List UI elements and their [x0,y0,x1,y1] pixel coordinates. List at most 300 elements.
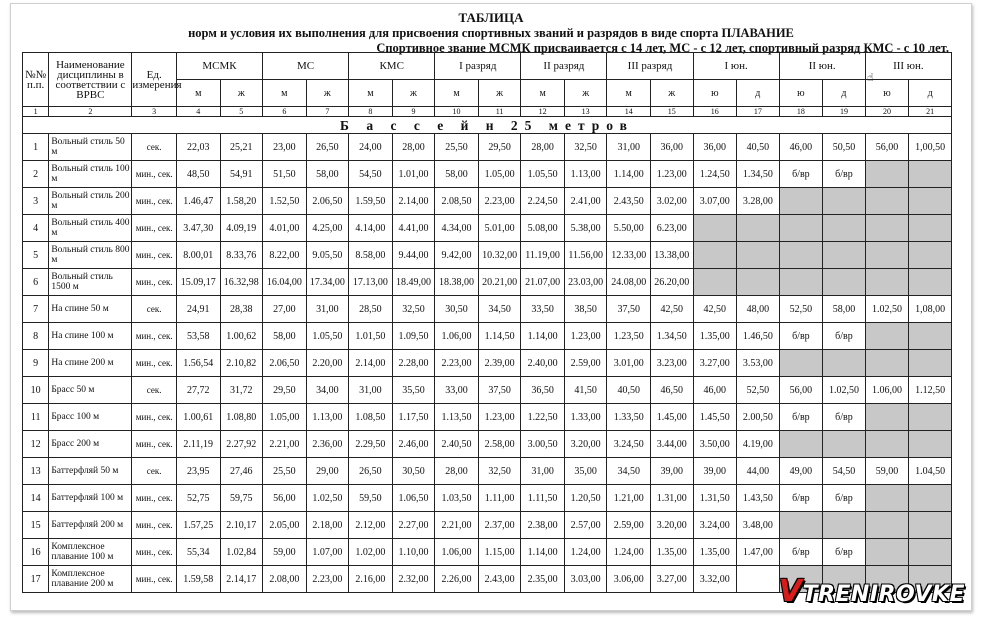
row-number: 13 [23,458,49,485]
norm-value: 1.20,50 [564,485,607,512]
norm-value: 1.34,50 [650,323,693,350]
empty-cell [779,242,823,269]
header-row-groups [23,53,952,80]
empty-cell [779,188,823,215]
norm-value: 1.45,50 [693,404,737,431]
norm-value: б/вр [779,323,823,350]
norm-value: 13.38,00 [650,242,693,269]
norm-value: 2.32,00 [392,566,435,593]
empty-cell [823,431,866,458]
empty-cell [865,485,909,512]
empty-cell [693,215,737,242]
header-row-column-numbers [23,107,952,117]
norm-value: 1.59,50 [349,188,393,215]
row-number: 10 [23,377,49,404]
norm-value: 11.19,00 [521,242,565,269]
header-gender-cell: м [263,80,307,107]
watermark-logo: VTRENIROVKE [778,574,965,609]
unit-cell: мин., сек. [132,539,177,566]
norm-value: 4.14,00 [349,215,393,242]
norm-value: 1.47,00 [737,539,780,566]
header-gender-cell: ю [779,80,823,107]
column-number-cell: 17 [737,107,780,117]
norm-value: 48,00 [737,296,780,323]
norm-value: 24.08,00 [607,269,651,296]
empty-cell [779,215,823,242]
norm-value: 1.23,00 [478,404,521,431]
norm-value: 28,00 [521,134,565,161]
norm-value: 1.17,50 [392,404,435,431]
norm-value: 2.14,00 [349,350,393,377]
norm-value: 1.10,00 [392,539,435,566]
norm-value: 59,00 [865,458,909,485]
table-row [23,323,952,350]
norm-value: 2.27,00 [392,512,435,539]
norm-value: 2.28,00 [392,350,435,377]
norm-value: 37,50 [607,296,651,323]
norm-value: 8.00,01 [176,242,220,269]
header-gender-cell: ю [865,80,909,107]
norm-value: 2.10,17 [220,512,263,539]
column-number-cell: 4 [176,107,220,117]
norm-value: 4.01,00 [263,215,307,242]
header-group-7: II юн. [779,53,865,80]
header-group-3: I разряд [435,53,521,80]
norm-value: 29,50 [263,377,307,404]
norm-value: 1.09,50 [392,323,435,350]
norm-value: 34,50 [478,296,521,323]
table-row [23,134,952,161]
norm-value: 29,00 [306,458,349,485]
page-subtitle: норм и условия их выполнения для присвоения спортивных званий и разрядов в виде спорта ПЛАВАНИЕ [188,26,794,40]
norm-value [737,566,780,593]
column-number-cell: 9 [392,107,435,117]
table-row [23,188,952,215]
empty-cell [823,269,866,296]
norm-value: 1.04,50 [909,458,952,485]
norm-value: 3.50,00 [693,431,737,458]
norm-value: 23.03,00 [564,269,607,296]
header-gender-cell: м [521,80,565,107]
empty-cell [909,161,952,188]
header-gender-cell: м [607,80,651,107]
empty-cell [737,215,780,242]
header-gender-cell: д [737,80,780,107]
empty-cell [909,539,952,566]
norm-value: 59,50 [349,485,393,512]
norm-value: 22,03 [176,134,220,161]
unit-cell: сек. [132,134,177,161]
column-number-cell: 12 [521,107,565,117]
norm-value: 29,50 [478,134,521,161]
empty-cell [909,485,952,512]
norm-value: 23,00 [263,134,307,161]
norm-value: 3.32,00 [693,566,737,593]
norm-value: 1.01,50 [349,323,393,350]
norm-value: 2.59,00 [607,512,651,539]
norm-value: 2.06,50 [306,188,349,215]
norm-value: 5.01,00 [478,215,521,242]
empty-cell [693,242,737,269]
norm-value: 25,21 [220,134,263,161]
norm-value: 1.11,00 [478,485,521,512]
header-discipline: Наименование дисциплины в соответствии с ВРВС [49,53,132,107]
norm-value: 52,50 [779,296,823,323]
norm-value: 3.27,00 [693,350,737,377]
row-number: 2 [23,161,49,188]
row-number: 12 [23,431,49,458]
norm-value: 2.08,00 [263,566,307,593]
norm-value: 1.31,00 [650,485,693,512]
unit-cell: мин., сек. [132,404,177,431]
norm-value: 3.28,00 [737,188,780,215]
norm-value: 46,50 [650,377,693,404]
norm-value: 39,00 [650,458,693,485]
norm-value: 3.27,00 [650,566,693,593]
norm-value: 1.06,00 [435,539,479,566]
norm-value: 32,50 [478,458,521,485]
norm-value: 1.13,00 [564,161,607,188]
norm-value: 2.38,00 [521,512,565,539]
column-number-cell: 19 [823,107,866,117]
header-group-6: I юн. [693,53,779,80]
norm-value: 1.02,50 [865,296,909,323]
empty-cell [693,269,737,296]
norm-value: 1.14,50 [478,323,521,350]
norm-value: 33,00 [435,377,479,404]
empty-cell [779,512,823,539]
row-number: 5 [23,242,49,269]
norm-value: 32,50 [392,296,435,323]
section-row [23,117,952,134]
norm-value: 44,00 [737,458,780,485]
empty-cell [865,215,909,242]
header-gender-cell: ж [220,80,263,107]
table-row [23,512,952,539]
column-number-cell: 11 [478,107,521,117]
norm-value: 18.38,00 [435,269,479,296]
norm-value: 17.13,00 [349,269,393,296]
norm-value: 34,50 [607,458,651,485]
norm-value: 3.01,00 [607,350,651,377]
norm-value: 1.15,00 [478,539,521,566]
header-group-1: МС [263,53,349,80]
norm-value: 10.32,00 [478,242,521,269]
norm-value: 9.42,00 [435,242,479,269]
section-title: Б а с с е й н 25 метров [23,117,952,134]
norm-value: 3.20,00 [564,431,607,458]
header-group-0: МСМК [176,53,262,80]
norm-value: б/вр [779,485,823,512]
norm-value: 42,50 [650,296,693,323]
norm-value: 42,50 [693,296,737,323]
norm-value: 58,00 [435,161,479,188]
norm-value: б/вр [823,404,866,431]
norm-value: 1.06,00 [865,377,909,404]
norm-value: 1.05,00 [478,161,521,188]
header-gender-cell: д [909,80,952,107]
discipline-name: На спине 50 м [49,296,132,323]
norm-value: 2.40,50 [435,431,479,458]
norm-value: 33,50 [521,296,565,323]
norm-value: 49,00 [779,458,823,485]
norm-value: б/вр [779,404,823,431]
norm-value: 35,00 [564,458,607,485]
discipline-name: Вольный стиль 400 м [49,215,132,242]
norm-value: 1.46,47 [176,188,220,215]
norm-value: 1.43,50 [737,485,780,512]
column-number-cell: 10 [435,107,479,117]
empty-cell [865,539,909,566]
discipline-name: Брасс 200 м [49,431,132,458]
empty-cell [865,404,909,431]
unit-cell: мин., сек. [132,512,177,539]
empty-cell [865,242,909,269]
norm-value: 38,50 [564,296,607,323]
norm-value: 58,00 [823,296,866,323]
norm-value: 1.58,20 [220,188,263,215]
norm-value: 3.53,00 [737,350,780,377]
empty-cell [865,269,909,296]
header-gender-cell: ж [392,80,435,107]
norm-value: 12.33,00 [607,242,651,269]
norm-value: 2.46,00 [392,431,435,458]
norm-value: 3.07,00 [693,188,737,215]
table-row [23,539,952,566]
table-row [23,485,952,512]
norm-value: б/вр [779,161,823,188]
norm-value: 1.05,50 [521,161,565,188]
norm-value: 27,46 [220,458,263,485]
discipline-name: Баттерфляй 50 м [49,458,132,485]
norm-value: 25,50 [435,134,479,161]
empty-cell [865,161,909,188]
empty-cell [909,350,952,377]
watermark-text: TRENIROVKE [802,582,965,607]
norm-value: 54,50 [823,458,866,485]
norm-value: 35,50 [392,377,435,404]
norm-value: 30,50 [435,296,479,323]
norm-value: 27,00 [263,296,307,323]
norm-value: 1.02,50 [823,377,866,404]
norm-value: 1.05,50 [306,323,349,350]
column-number-cell: 15 [650,107,693,117]
norm-value: 28,38 [220,296,263,323]
age-note: Спортивное звание МСМК присваивается с 14 лет, МС - с 12 лет, спортивный разряд КМС - с 10 лет. [376,41,949,55]
empty-cell [909,431,952,458]
empty-cell [823,188,866,215]
norm-value: 3.06,00 [607,566,651,593]
header-group-5: III разряд [607,53,693,80]
empty-cell [865,512,909,539]
norm-value: 1.56,54 [176,350,220,377]
table-row [23,161,952,188]
discipline-name: Вольный стиль 50 м [49,134,132,161]
norm-value: 28,00 [392,134,435,161]
norm-value: 2.23,00 [435,350,479,377]
header-gender-cell: ж [306,80,349,107]
empty-cell [865,188,909,215]
norm-value: 3.48,00 [737,512,780,539]
table-row [23,377,952,404]
norm-value: 2.14,00 [392,188,435,215]
header-unit: Ед. измерения [132,53,177,107]
norm-value: 8.22,00 [263,242,307,269]
norm-value: 28,00 [435,458,479,485]
norm-value: б/вр [823,485,866,512]
norm-value: 2.41,00 [564,188,607,215]
unit-cell: мин., сек. [132,323,177,350]
norm-value: 32,50 [564,134,607,161]
norm-value: 25,50 [263,458,307,485]
norm-value: 28,50 [349,296,393,323]
norm-value: 2.23,00 [306,566,349,593]
column-number-cell: 20 [865,107,909,117]
column-number-cell: 6 [263,107,307,117]
row-number: 14 [23,485,49,512]
norm-value: 2.37,00 [478,512,521,539]
norm-value: 58,00 [263,323,307,350]
row-number: 4 [23,215,49,242]
norm-value: 3.47,30 [176,215,220,242]
norm-value: 1.02,84 [220,539,263,566]
norm-value: 54,50 [349,161,393,188]
discipline-name: Баттерфляй 100 м [49,485,132,512]
norm-value: 59,00 [263,539,307,566]
unit-cell: сек. [132,296,177,323]
norm-value: 37,50 [478,377,521,404]
empty-cell [823,242,866,269]
norm-value: 1.01,00 [392,161,435,188]
norm-value: 54,91 [220,161,263,188]
norm-value: 48,50 [176,161,220,188]
norm-value: 1.23,00 [564,323,607,350]
norm-value: 2.59,00 [564,350,607,377]
unit-cell: сек. [132,458,177,485]
norm-value: 2.00,50 [737,404,780,431]
norm-value: 27,72 [176,377,220,404]
unit-cell: мин., сек. [132,269,177,296]
header-group-4: II разряд [521,53,607,80]
norm-value: 2.18,00 [306,512,349,539]
norm-value: 1.02,50 [306,485,349,512]
unit-cell: мин., сек. [132,350,177,377]
header-gender-cell: м [435,80,479,107]
norm-value: 5.50,00 [607,215,651,242]
norm-value: 55,34 [176,539,220,566]
empty-cell [909,242,952,269]
norm-value: 1,08,00 [909,296,952,323]
unit-cell: мин., сек. [132,485,177,512]
discipline-name: Брасс 100 м [49,404,132,431]
norm-value: 2.29,50 [349,431,393,458]
norm-value: 34,00 [306,377,349,404]
norm-value: 2.35,00 [521,566,565,593]
norm-value: 40,50 [737,134,780,161]
norm-value: 1.24,00 [607,539,651,566]
norm-value: 2.06,50 [263,350,307,377]
table-row [23,269,952,296]
norm-value: 24,91 [176,296,220,323]
norm-value: 2.26,00 [435,566,479,593]
norm-value: 2.21,00 [263,431,307,458]
empty-cell [823,350,866,377]
row-number: 9 [23,350,49,377]
header-group-2: КМС [349,53,435,80]
norm-value: 46,00 [779,134,823,161]
norm-value: б/вр [823,539,866,566]
norm-value: 1.02,00 [349,539,393,566]
norm-value: 1.35,00 [693,323,737,350]
norm-value: 4.41,00 [392,215,435,242]
unit-cell: мин., сек. [132,215,177,242]
norm-value: 3.23,00 [650,350,693,377]
norm-value: 1.31,50 [693,485,737,512]
norm-value: 1.12,50 [909,377,952,404]
norm-value: 18.49,00 [392,269,435,296]
header-gender-cell: ж [564,80,607,107]
norm-value: 41,50 [564,377,607,404]
norm-value: 1.33,00 [564,404,607,431]
header-gender-cell: ж [650,80,693,107]
discipline-name: Комплексное плавание 100 м [49,539,132,566]
norm-value: 39,00 [693,458,737,485]
norm-value: 9.44,00 [392,242,435,269]
empty-cell [865,323,909,350]
norm-value: 1.21,00 [607,485,651,512]
unit-cell: мин., сек. [132,566,177,593]
column-number-cell: 1 [23,107,49,117]
norm-value: 1.05,00 [263,404,307,431]
norm-value: б/вр [823,323,866,350]
unit-cell: мин., сек. [132,188,177,215]
header-gender-cell: ж [478,80,521,107]
norm-value: 52,50 [737,377,780,404]
table-row [23,404,952,431]
norm-value: 31,00 [607,134,651,161]
row-number: 15 [23,512,49,539]
norm-value: 1.23,50 [607,323,651,350]
discipline-name: На спине 200 м [49,350,132,377]
norm-value: 15.09,17 [176,269,220,296]
norm-value: 3.24,50 [607,431,651,458]
column-number-cell: 16 [693,107,737,117]
norm-value: 50,50 [823,134,866,161]
row-number: 7 [23,296,49,323]
norm-value: 1.03,50 [435,485,479,512]
norm-value: 1.35,00 [693,539,737,566]
discipline-name: Вольный стиль 100 м [49,161,132,188]
norm-value: 21.07,00 [521,269,565,296]
table-row [23,215,952,242]
norm-value: 31,00 [306,296,349,323]
norm-value: 1.23,00 [650,161,693,188]
norm-value: 1.13,00 [306,404,349,431]
empty-cell [779,269,823,296]
norms-table [22,52,952,593]
norm-value: 26,50 [306,134,349,161]
empty-cell [909,323,952,350]
norm-value: 11.56,00 [564,242,607,269]
norm-value: 1.06,50 [392,485,435,512]
norm-value: 1.13,50 [435,404,479,431]
norm-value: 2.58,00 [478,431,521,458]
norm-value: 59,75 [220,485,263,512]
norm-value: 2.21,00 [435,512,479,539]
discipline-name: Вольный стиль 200 м [49,188,132,215]
norm-value: 1.06,00 [435,323,479,350]
norm-value: 16.32,98 [220,269,263,296]
